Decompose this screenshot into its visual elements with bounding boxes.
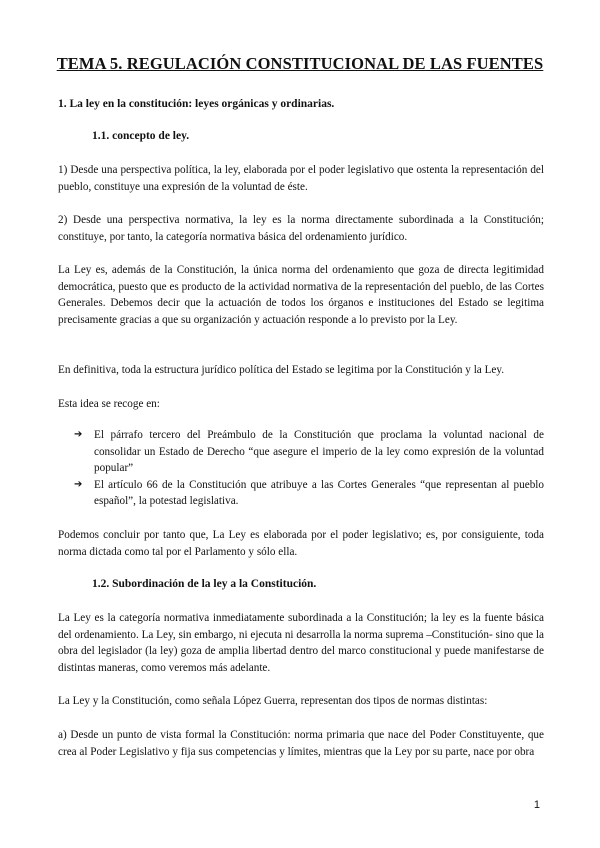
page-title: TEMA 5. REGULACIÓN CONSTITUCIONAL DE LAS FUENTES [56,54,544,73]
paragraph-4: En definitiva, toda la estructura jurídico política del Estado se legitima por la Constitución y la Ley. [58,364,505,376]
section-heading-1-1: 1.1. concepto de ley. [92,130,190,142]
section-heading-1: 1. La ley en la constitución: leyes orgánicas y ordinarias. [58,98,335,110]
paragraph-6: Podemos concluir por tanto que, La Ley es elaborada por el poder legislativo; es, por consiguiente, toda norma dictada como tal por el Parlamento y sólo ella. [58,529,544,558]
arrow-right-icon: ➔ [74,429,83,440]
paragraph-7: La Ley es la categoría normativa inmediatamente subordinada a la Constitución; la ley es la fuente básica del ordenamiento. La Ley, sin embargo, ni ejecuta ni desarrolla la norma suprema –Constitución- sino que la obra del legislador (la ley) goza de amplia libertad dentro del marco constitucional y puede manifestarse de distintas maneras, como veremos más adelante. [58,612,544,674]
page-number: 1 [533,799,540,811]
paragraph-5: Esta idea se recoge en: [58,398,160,410]
bullet-text-2: El artículo 66 de la Constitución que atribuye a las Cortes Generales “que representan al pueblo español”, la potestad legislativa. [94,478,544,508]
list-item [74,427,544,477]
bullet-text-1: El párrafo tercero del Preámbulo de la Constitución que proclama la voluntad nacional de consolidar un Estado de Derecho “que asegure el imperio de la ley como expresión de la voluntad popular” [94,429,544,475]
section-heading-1-2: 1.2. Subordinación de la ley a la Constitución. [92,578,317,590]
bullet-list [74,427,544,510]
paragraph-9: a) Desde un punto de vista formal la Constitución: norma primaria que nace del Poder Constituyente, que crea al Poder Legislativo y fija sus competencias y límites, mientras que la Ley por su parte, nace por obra [58,729,544,758]
paragraph-1: 1) Desde una perspectiva política, la ley, elaborada por el poder legislativo que ostenta la representación del pueblo, constituye una expresión de la voluntad de éste. [58,164,544,193]
list-item [74,477,544,510]
arrow-right-icon: ➔ [74,478,83,490]
paragraph-8: La Ley y la Constitución, como señala López Guerra, representan dos tipos de normas distintas: [58,695,488,707]
paragraph-2: 2) Desde una perspectiva normativa, la ley es la norma directamente subordinada a la Constitución; constituye, por tanto, la categoría normativa básica del ordenamiento jurídico. [58,214,544,243]
paragraph-3: La Ley es, además de la Constitución, la única norma del ordenamiento que goza de directa legitimidad democrática, puesto que es producto de la actividad normativa de la representación del pueblo, de las Cortes Generales. Debemos decir que la actuación de todos los órganos e instituciones del Estado se legitima precisamente gracias a que su organización y actuación responde a lo previsto por la Ley. [58,264,544,326]
